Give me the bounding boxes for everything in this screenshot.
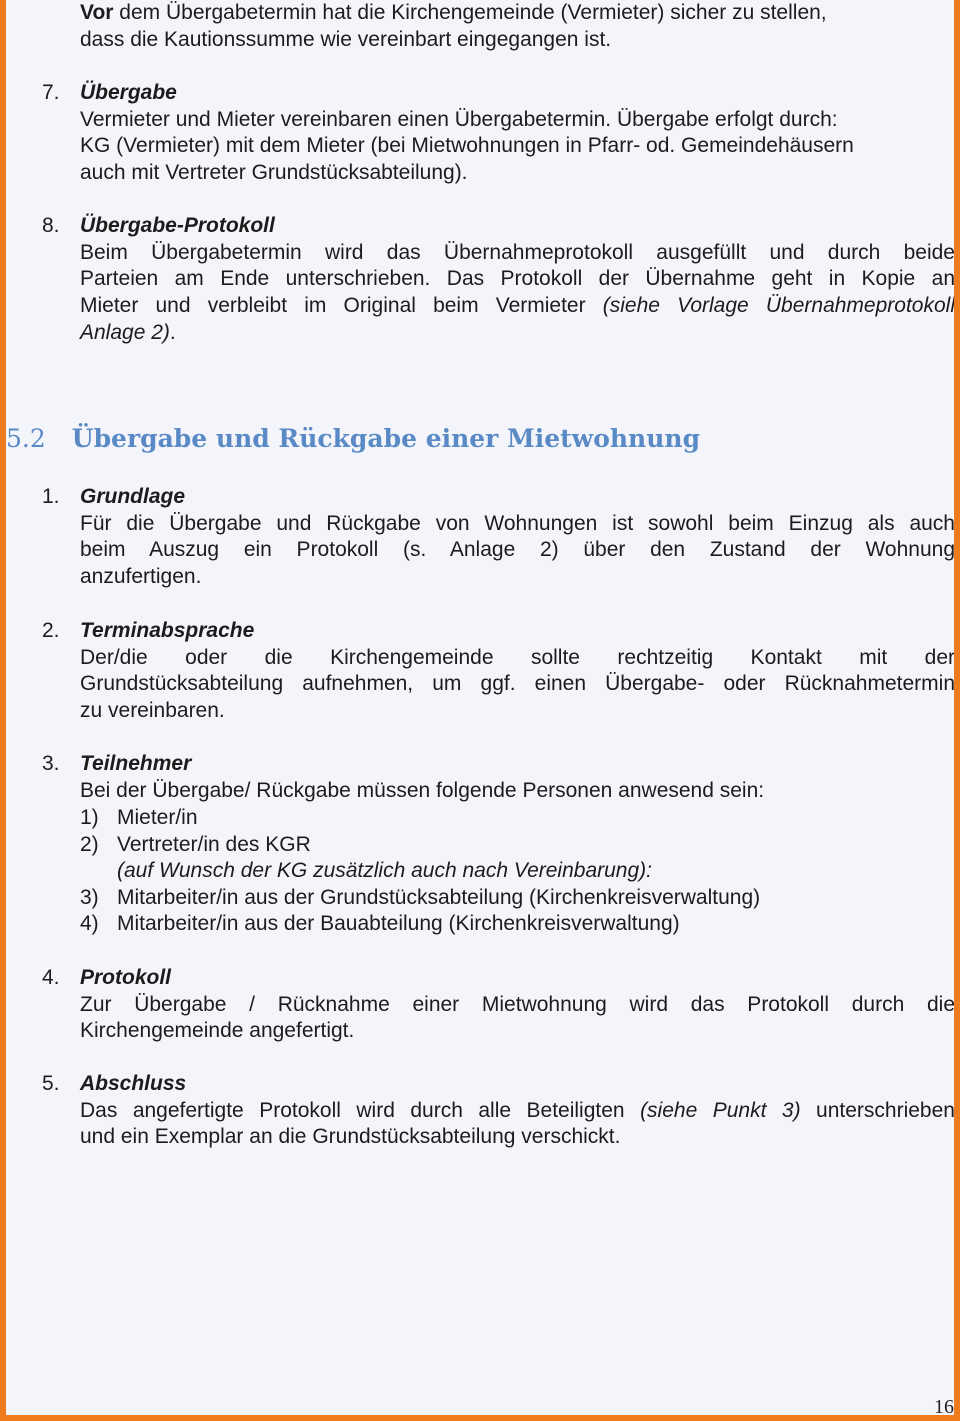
item-heading: Terminabsprache	[80, 619, 255, 642]
item-abschluss	[80, 1071, 955, 1151]
list-item	[80, 885, 760, 912]
text-line: Vermieter und Mieter vereinbaren einen Übergabetermin. Übergabe erfolgt durch:	[80, 107, 838, 131]
item-protokoll	[80, 965, 955, 1045]
text-span: unterschrieben	[800, 1098, 955, 1122]
text-line: Kirchengemeinde angefertigt.	[80, 1019, 355, 1043]
text-line: Grundstücksabteilung aufnehmen, um ggf. einen Übergabe- oder Rücknahmetermin	[80, 672, 955, 696]
item-number: 5.	[42, 1072, 60, 1095]
text-line	[80, 1098, 955, 1125]
text-line: dem Übergabetermin hat die Kirchengemeinde (Vermieter) sicher zu stellen,	[113, 1, 827, 24]
text-line: Bei der Übergabe/ Rückgabe müssen folgende Personen anwesend sein:	[80, 778, 765, 802]
text-line: Der/die oder die Kirchengemeinde sollte rechtzeitig Kontakt mit der	[80, 645, 955, 669]
italic-reference: Anlage 2)	[80, 320, 170, 344]
list-number: 3)	[80, 886, 99, 909]
item-heading: Grundlage	[80, 485, 186, 508]
item-number: 7.	[42, 81, 60, 104]
text-line: Zur Übergabe / Rücknahme einer Mietwohnung wird das Protokoll durch die	[80, 992, 955, 1016]
intro-paragraph	[80, 0, 955, 53]
bold-word: Vor	[80, 1, 114, 24]
text-span: Das angefertigte Protokoll wird durch alle Beteiligten	[80, 1098, 641, 1122]
list-number: 1)	[80, 806, 99, 829]
item-heading: Abschluss	[80, 1072, 187, 1095]
list-text: Mitarbeiter/in aus der Bauabteilung (Kirchenkreisverwaltung)	[117, 912, 680, 935]
text-line: Für die Übergabe und Rückgabe von Wohnungen ist sowohl beim Einzug als auch	[80, 511, 955, 535]
list-item	[80, 911, 680, 938]
item-grundlage	[80, 484, 955, 591]
item-heading: Protokoll	[80, 966, 172, 989]
section-number: 5.2	[6, 424, 46, 453]
list-text: Mitarbeiter/in aus der Grundstücksabteilung (Kirchenkreisverwaltung)	[117, 886, 761, 909]
page-number: 16	[934, 1396, 954, 1418]
section-heading	[6, 424, 700, 453]
item-heading: Übergabe-Protokoll	[80, 214, 275, 237]
text-line: zu vereinbaren.	[80, 699, 225, 723]
text-span: Mieter und verbleibt im Original beim Vermieter	[80, 294, 603, 318]
section-title: Übergabe und Rückgabe einer Mietwohnung	[71, 424, 701, 453]
text-line: KG (Vermieter) mit dem Mieter (bei Mietwohnungen in Pfarr- od. Gemeindehäusern	[80, 134, 854, 158]
list-item	[80, 832, 311, 859]
item-7	[80, 80, 955, 187]
item-heading: Teilnehmer	[80, 752, 192, 775]
item-terminabsprache	[80, 618, 955, 725]
list-number: 4)	[80, 912, 99, 935]
text-line: auch mit Vertreter Grundstücksabteilung).	[80, 161, 468, 185]
item-number: 4.	[42, 966, 60, 989]
item-number: 3.	[42, 752, 60, 775]
italic-reference: (siehe Vorlage Übernahmeprotokoll	[602, 294, 955, 318]
text-line	[80, 293, 955, 320]
text-line: anzufertigen.	[80, 565, 202, 589]
list-item	[80, 805, 198, 832]
text-line: und ein Exemplar an die Grundstücksabteilung verschickt.	[80, 1125, 621, 1149]
list-text: Mieter/in	[117, 806, 198, 829]
list-note: (auf Wunsch der KG zusätzlich auch nach Vereinbarung):	[117, 859, 652, 882]
text-span: .	[169, 320, 176, 344]
list-text: Vertreter/in des KGR	[117, 833, 311, 856]
text-line: beim Auszug ein Protokoll (s. Anlage 2) über den Zustand der Wohnung	[80, 538, 955, 562]
text-line: dass die Kautionssumme wie vereinbart eingegangen ist.	[80, 27, 612, 51]
item-number: 8.	[42, 214, 60, 237]
item-8	[80, 213, 955, 347]
list-number: 2)	[80, 833, 99, 856]
item-teilnehmer	[80, 751, 955, 804]
italic-reference: (siehe Punkt 3)	[640, 1098, 801, 1122]
item-number: 1.	[42, 485, 60, 508]
text-line: Parteien am Ende unterschrieben. Das Protokoll der Übernahme geht in Kopie an	[80, 267, 955, 291]
text-line: Beim Übergabetermin wird das Übernahmeprotokoll ausgefüllt und durch beide	[80, 240, 955, 264]
item-number: 2.	[42, 619, 60, 642]
item-heading: Übergabe	[80, 81, 177, 104]
